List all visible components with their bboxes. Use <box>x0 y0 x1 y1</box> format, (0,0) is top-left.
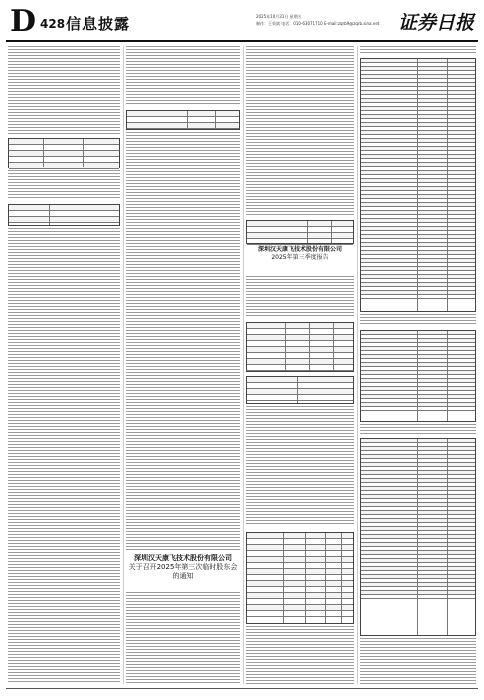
body-text-block <box>126 132 240 550</box>
body-text-block <box>246 276 354 318</box>
text-column-1 <box>8 46 120 684</box>
report-company-name: 深圳汉天康飞技术股份有限公司 <box>257 246 342 253</box>
quarterly-report-title <box>246 246 354 272</box>
header-rule <box>6 40 478 42</box>
body-text-block <box>126 46 240 106</box>
page-header <box>6 6 478 40</box>
section-title: 信息披露 <box>66 15 131 33</box>
text-column-3 <box>246 46 354 684</box>
body-text-block <box>360 46 476 54</box>
newspaper-masthead: 证券日报 <box>397 12 474 34</box>
financial-data-table <box>246 322 354 372</box>
data-table <box>8 138 120 168</box>
contact-line: 制作：王英斌 电话：010-63071710 E-mail:zqrb9@zqrb.sina.net <box>256 21 380 26</box>
body-text-block <box>360 638 476 684</box>
data-table <box>246 376 354 404</box>
body-text-block <box>8 170 120 200</box>
meeting-notice-title <box>126 554 240 588</box>
data-table <box>126 110 240 130</box>
body-text-block <box>360 314 476 326</box>
text-column-4 <box>360 46 476 684</box>
date-line: 2025年10月31日 星期五 <box>256 14 302 19</box>
body-text-block <box>246 46 354 216</box>
balance-sheet-table <box>360 58 476 312</box>
body-text-block <box>246 406 354 526</box>
notice-document-title: 关于召开2025年第三次临时股东会的通知 <box>128 563 238 580</box>
notice-company-name: 深圳汉天康飞技术股份有限公司 <box>134 554 232 562</box>
body-text-block <box>8 228 120 684</box>
income-statement-table <box>360 330 476 422</box>
footer-rule <box>6 688 478 689</box>
column-divider <box>357 46 358 684</box>
body-text-block <box>126 592 240 684</box>
data-table <box>246 220 354 244</box>
page-number: 428 <box>40 17 66 31</box>
body-text-block <box>246 626 354 684</box>
body-text-block <box>360 424 476 434</box>
data-table <box>8 204 120 226</box>
column-divider <box>243 46 244 684</box>
text-column-2 <box>126 46 240 684</box>
cash-flow-table <box>360 438 476 636</box>
body-text-block <box>8 46 120 134</box>
column-divider <box>123 46 124 684</box>
shareholder-table <box>246 532 354 624</box>
report-document-title: 2025年第三季度报告 <box>271 254 329 261</box>
page-code-letter: D <box>10 4 37 39</box>
